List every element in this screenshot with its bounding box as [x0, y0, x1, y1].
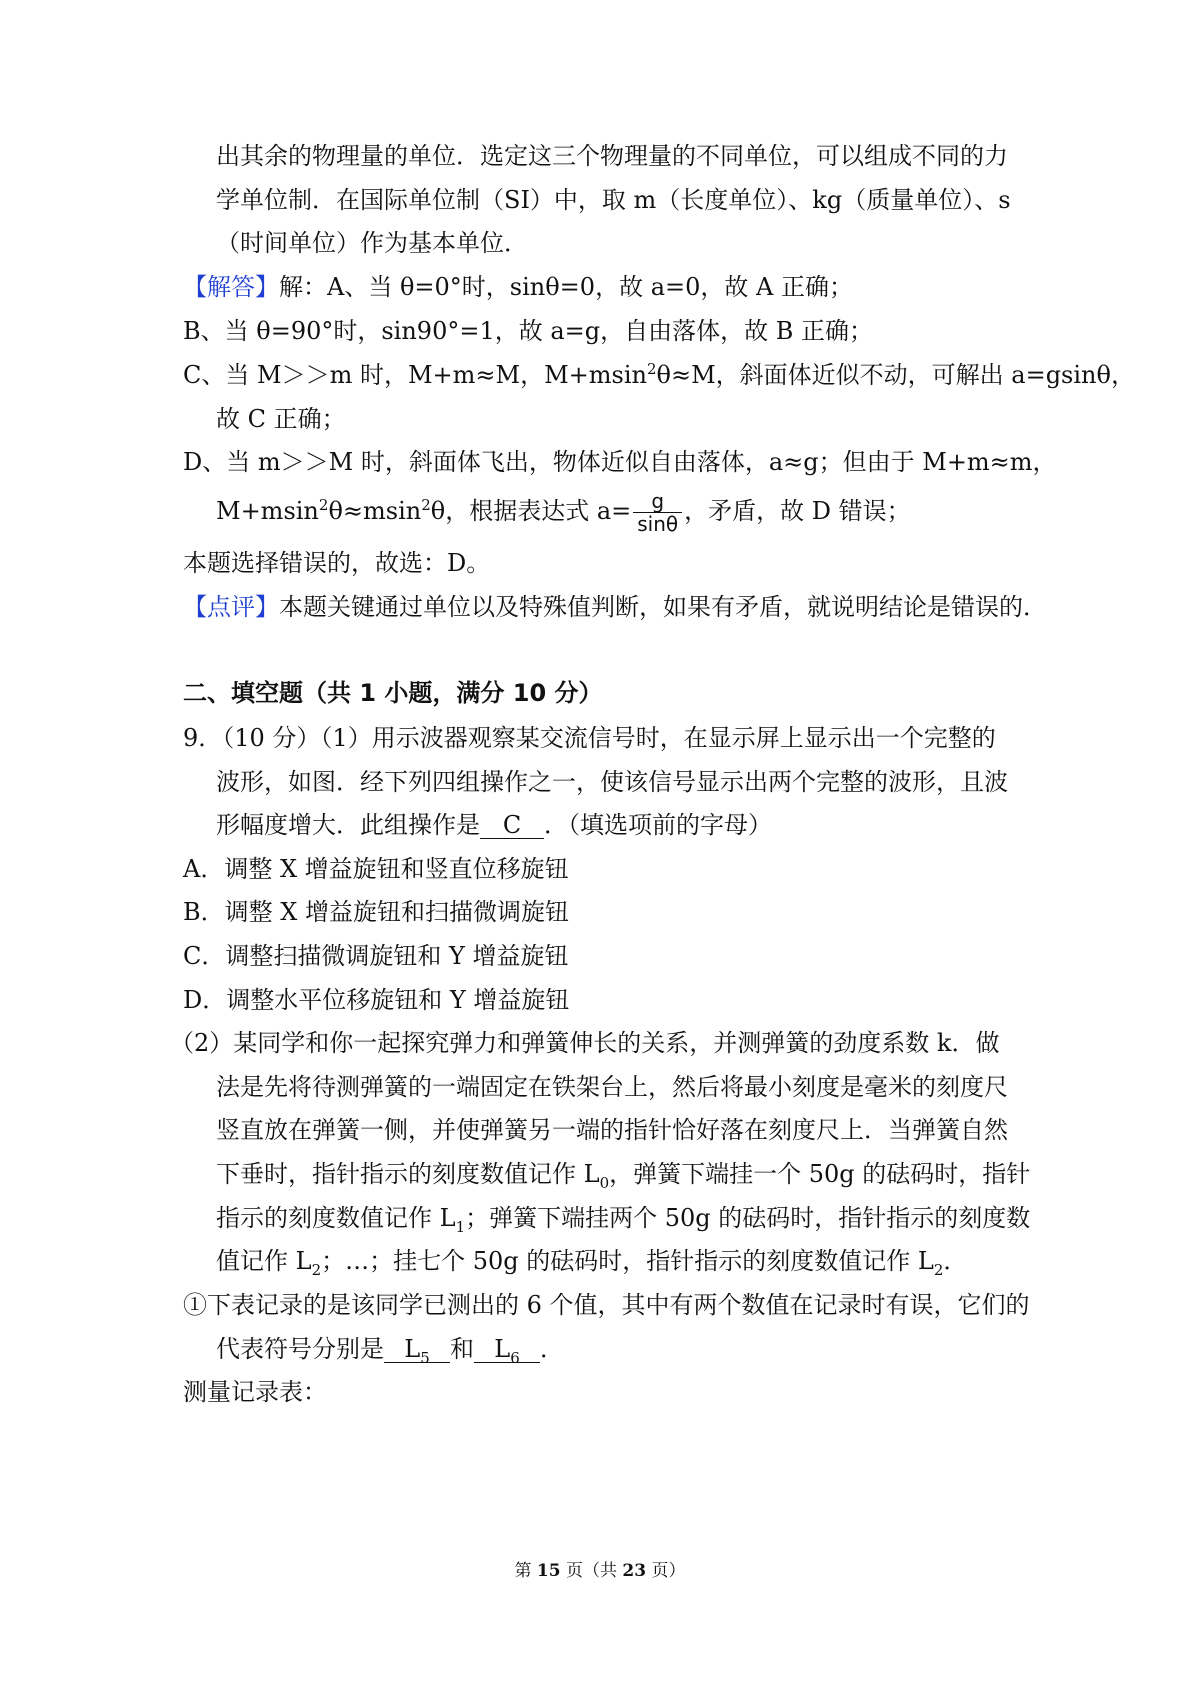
answer-line-a [183, 271, 853, 303]
part2-line-3 [216, 1114, 1008, 1146]
text: 法是先将待测弹簧的一端固定在铁架台上，然后将最小刻度是毫米的刻度尺 [216, 1073, 1008, 1101]
text: θ≈msin [328, 497, 422, 525]
q9-line-3 [216, 809, 772, 841]
part2-line-2 [216, 1071, 1008, 1103]
text: D．调整水平位移旋钮和 Y 增益旋钮 [183, 986, 570, 1014]
q9-line-1 [183, 722, 996, 754]
text: B．调整 X 增益旋钮和扫描微调旋钮 [183, 898, 569, 926]
text: 故 C 正确； [216, 405, 346, 433]
text: ．（填选项前的字母） [544, 811, 772, 839]
part2-line-4 [216, 1158, 1030, 1190]
answer-line-d1 [183, 446, 1057, 478]
q9-line-2 [216, 766, 1008, 798]
answer-a-text: 解：A、当 θ=0°时，sinθ=0，故 a=0，故 A 正确； [279, 273, 853, 301]
text: ． [540, 1335, 564, 1363]
text: 波形，如图．经下列四组操作之一，使该信号显示出两个完整的波形，且波 [216, 768, 1008, 796]
blank-text: L [494, 1335, 511, 1363]
text: C．调整扫描微调旋钮和 Y 增益旋钮 [183, 942, 569, 970]
text: 代表符号分别是 [216, 1335, 384, 1363]
fraction-numerator: g [633, 490, 682, 513]
text: （时间单位）作为基本单位． [216, 229, 528, 257]
blank-text: L [404, 1335, 421, 1363]
subscript: 5 [420, 1348, 430, 1367]
part2-line-1 [170, 1027, 999, 1059]
text: ①下表记录的是该同学已测出的 6 个值，其中有两个数值在记录时有误，它们的 [183, 1291, 1030, 1319]
part2-line-6 [216, 1245, 967, 1277]
superscript: 2 [318, 496, 329, 514]
answer-line-d2 [216, 490, 911, 535]
section-heading [183, 677, 603, 709]
option-b [183, 896, 569, 928]
subscript: 1 [455, 1217, 466, 1236]
table-label [183, 1376, 327, 1408]
footer-text: 第 [514, 1561, 537, 1581]
text: A．调整 X 增益旋钮和竖直位移旋钮 [183, 855, 569, 883]
review-line [183, 591, 1047, 623]
answer-line-c1 [183, 359, 1135, 391]
text: θ≈M，斜面体近似不动，可解出 a=gsinθ， [656, 361, 1135, 389]
answer-tag: 【解答】 [183, 273, 279, 301]
footer-text: 页（共 [560, 1561, 623, 1581]
text: 二、填空题（共 1 小题，满分 10 分） [183, 679, 603, 707]
superscript: 2 [421, 496, 431, 514]
text: 学单位制．在国际单位制（SI）中，取 m（长度单位）、kg（质量单位）、s [216, 186, 1011, 214]
subscript: 0 [599, 1173, 610, 1192]
text: 测量记录表： [183, 1378, 327, 1406]
page-footer [0, 1560, 1200, 1582]
text: M+msin [216, 497, 319, 525]
part2-line-5 [216, 1202, 1030, 1234]
text: ；…；挂七个 50g 的砝码时，指针指示的刻度数值记作 L [321, 1247, 934, 1275]
text: 和 [450, 1335, 474, 1363]
subscript: 6 [510, 1348, 520, 1367]
text: 9．（10 分）（1）用示波器观察某交流信号时，在显示屏上显示出一个完整的 [183, 724, 996, 752]
text: C、当 M＞＞m 时，M+m≈M，M+msin [183, 361, 647, 389]
answer-b-text: B、当 θ=90°时，sin90°=1，故 a=g，自由落体，故 B 正确； [183, 317, 874, 345]
review-text: 本题关键通过单位以及特殊值判断，如果有矛盾，就说明结论是错误的． [279, 593, 1047, 621]
text: ；弹簧下端挂两个 50g 的砝码时，指针指示的刻度数 [465, 1204, 1031, 1232]
subscript: 2 [311, 1260, 322, 1279]
intro-line-3 [216, 227, 528, 259]
answer-blank-1 [384, 1335, 450, 1367]
sub1-line-1 [183, 1289, 1030, 1321]
fraction-denominator: sinθ [637, 512, 679, 536]
sub1-line-2 [216, 1333, 564, 1365]
page-total: 23 [622, 1561, 647, 1581]
footer-text: 页） [646, 1561, 686, 1581]
intro-line-2 [216, 184, 1011, 216]
text: 指示的刻度数值记作 L [216, 1204, 456, 1232]
answer-line-b [183, 315, 873, 347]
review-tag: 【点评】 [183, 593, 279, 621]
intro-line-1 [216, 140, 1008, 172]
text: 竖直放在弹簧一侧，并使弹簧另一端的指针恰好落在刻度尺上．当弹簧自然 [216, 1116, 1008, 1144]
text: ，弹簧下端挂一个 50g 的砝码时，指针 [609, 1160, 1031, 1188]
text: 形幅度增大．此组操作是 [216, 811, 480, 839]
text: 下垂时，指针指示的刻度数值记作 L [216, 1160, 600, 1188]
option-a [183, 853, 569, 885]
superscript: 2 [646, 360, 657, 378]
answer-line-c2 [216, 403, 346, 435]
text: D、当 m＞＞M 时，斜面体飞出，物体近似自由落体，a≈g；但由于 M+m≈m， [183, 448, 1057, 476]
text: ，矛盾，故 D 错误； [684, 497, 911, 525]
text: 本题选择错误的，故选：D。 [183, 549, 491, 577]
page-number: 15 [536, 1561, 561, 1581]
answer-blank-2 [474, 1335, 540, 1367]
subscript: 2 [933, 1260, 944, 1279]
text: θ，根据表达式 a= [430, 497, 632, 525]
fraction-g-over-sin-theta [633, 490, 682, 535]
text: ． [943, 1247, 968, 1275]
answer-choice [183, 547, 490, 579]
answer-blank: C [480, 812, 544, 839]
text: （2）某同学和你一起探究弹力和弹簧伸长的关系，并测弹簧的劲度系数 k．做 [170, 1029, 1000, 1057]
text: 出其余的物理量的单位．选定这三个物理量的不同单位，可以组成不同的力 [216, 142, 1008, 170]
option-c [183, 940, 568, 972]
text: 值记作 L [216, 1247, 312, 1275]
option-d [183, 984, 569, 1016]
